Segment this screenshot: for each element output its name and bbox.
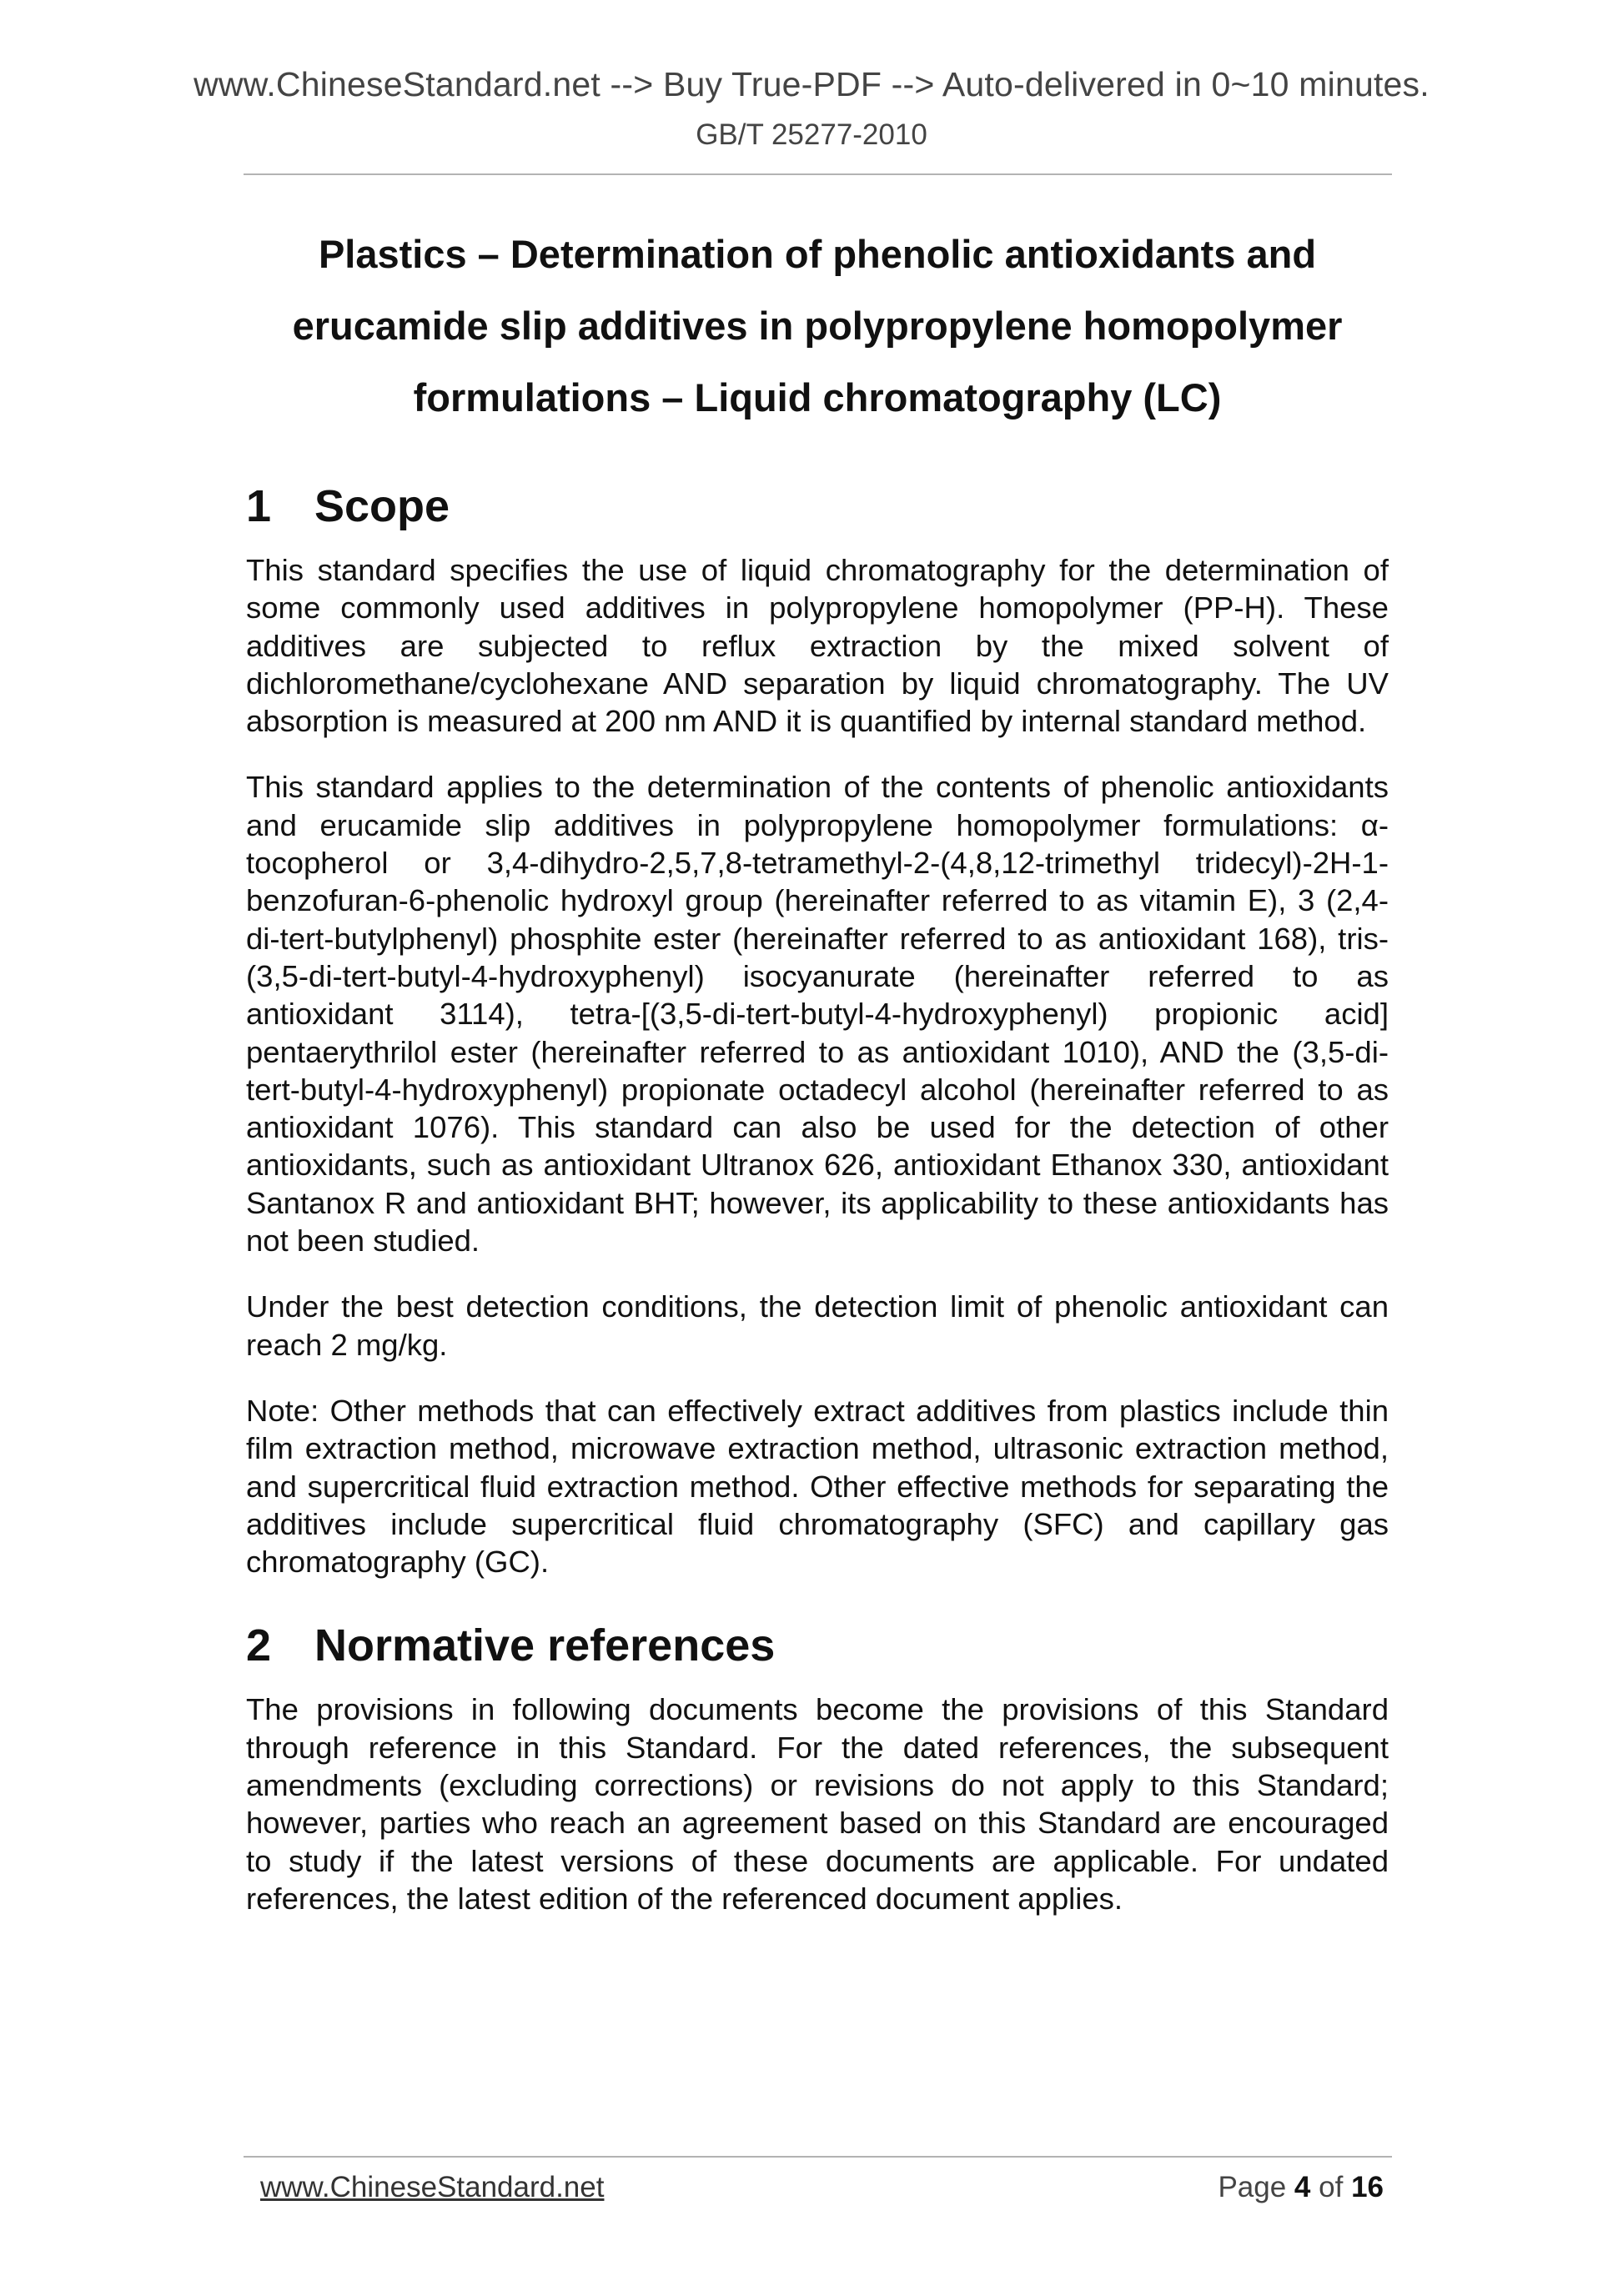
scope-paragraph: This standard specifies the use of liquid chromatography for the determination of some commonly used additives in polypropylene homopolymer (PP-H). These additives are subjected to reflux extraction by the mixed solvent of dichloromethane/cyclohexane AND separation by liquid chromatography. The UV absorption is measured at 200 nm AND it is quantified by internal standard method. bbox=[246, 553, 1389, 739]
scope-paragraph: This standard applies to the determination of the contents of phenolic antioxidants and erucamide slip additives in polypropylene homopolymer formulations: α-tocopherol or 3,4-dihydro-2,5,7,8-tetramethyl-2-(4,8,12-trimethyl tridecyl)-2H-1-benzofuran-6-phenolic hydroxyl group (hereinafter referred to as vitamin E), 3 (2,4-di-tert-butylphenyl) phosphite ester (hereinafter referred to as antioxidant 168), tris-(3,5-di-tert-butyl-4-hydroxyphenyl) isocyanurate (hereinafter referred to as antioxidant 3114), tetra-[(3,5-di-tert-butyl-4-hydroxyphenyl) propionic acid] pentaerythrilol ester (hereinafter referred to as antioxidant 1010), AND the (3,5-di-tert-butyl-4-hydroxyphenyl) propionate octadecyl alcohol (hereinafter referred to as antioxidant 1076). This standard can also be used for the detection of other antioxidants, such as antioxidant Ultranox 626, antioxidant Ethanox 330, antioxidant Santanox R and antioxidant BHT; however, its applicability to these antioxidants has not been studied. bbox=[246, 770, 1389, 1259]
scope-note: Note: Other methods that can effectively extract additives from plastics include thin film extraction method, microwave extraction method, ultrasonic extraction method, and supercritical fluid extraction method. Other effective methods for separating the additives include supercritical fluid chromatography (SFC) and capillary gas chromatography (GC). bbox=[246, 1393, 1389, 1580]
document-code: GB/T 25277-2010 bbox=[696, 118, 927, 151]
header-banner: www.ChineseStandard.net --> Buy True-PDF --> Auto-delivered in 0~10 minutes. bbox=[193, 65, 1430, 103]
section-heading-scope bbox=[246, 480, 1389, 533]
section-number: 2 bbox=[246, 1620, 272, 1671]
normative-paragraph: The provisions in following documents become the provisions of this Standard through reference in this Standard. For the dated references, the subsequent amendments (excluding corrections) or revisions do not apply to this Standard; however, parties who reach an agreement based on this Standard are encouraged to study if the latest versions of these documents are applicable. For undated references, the latest edition of the referenced document applies. bbox=[246, 1692, 1389, 1916]
section-title: Scope bbox=[314, 481, 450, 531]
section-heading-normative-references bbox=[246, 1619, 1389, 1672]
title-line-2: erucamide slip additives in polypropylene homopolymer bbox=[292, 304, 1343, 348]
title-line-3: formulations – Liquid chromatography (LC) bbox=[413, 375, 1222, 420]
header-divider bbox=[244, 173, 1392, 175]
section-title: Normative references bbox=[314, 1620, 776, 1671]
page-content bbox=[246, 219, 1389, 1946]
page-of: of bbox=[1319, 2171, 1344, 2203]
title-line-1: Plastics – Determination of phenolic antioxidants and bbox=[318, 232, 1317, 276]
footer-website-link[interactable]: www.ChineseStandard.net bbox=[260, 2171, 605, 2203]
section-number: 1 bbox=[246, 481, 272, 531]
page-number bbox=[1218, 2171, 1384, 2204]
page-current: 4 bbox=[1294, 2171, 1311, 2203]
scope-paragraph: Under the best detection conditions, the detection limit of phenolic antioxidant can reach 2 mg/kg. bbox=[246, 1289, 1389, 1362]
document-title bbox=[246, 219, 1389, 434]
page-total: 16 bbox=[1351, 2171, 1384, 2203]
page-prefix: Page bbox=[1218, 2171, 1287, 2203]
footer-divider bbox=[244, 2156, 1392, 2158]
